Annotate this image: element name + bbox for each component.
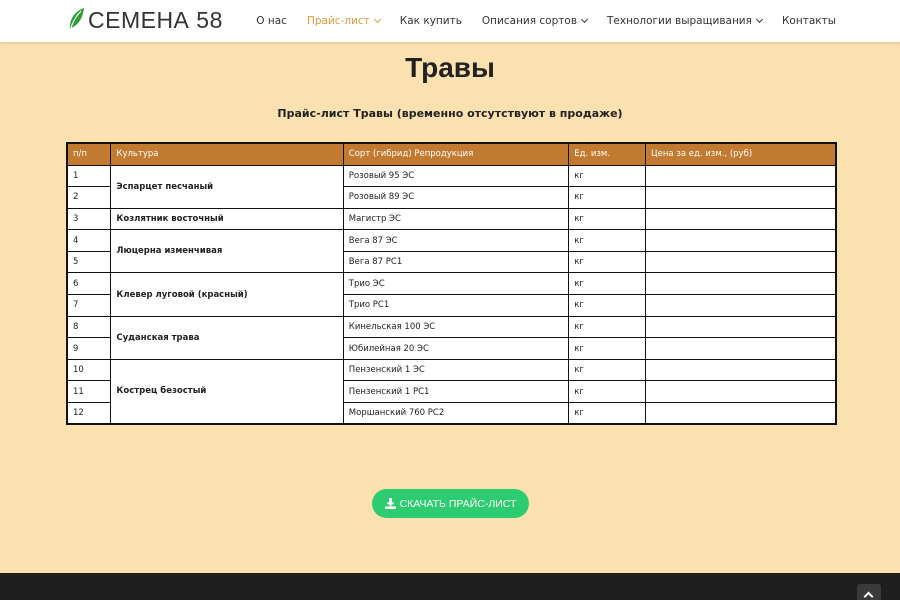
crop-name: Клевер луговой (красный) bbox=[111, 273, 343, 316]
table-row bbox=[67, 165, 836, 187]
row-number: 10 bbox=[67, 359, 111, 381]
price bbox=[646, 187, 836, 209]
header-crop: Культура bbox=[111, 143, 343, 165]
crop-name: Люцерна изменчивая bbox=[111, 230, 343, 273]
site-logo[interactable] bbox=[66, 6, 223, 34]
nav-price-list-label: Прайс-лист bbox=[306, 15, 370, 27]
price bbox=[646, 316, 836, 338]
crop-name: Эспарцет песчаный bbox=[111, 165, 343, 208]
nav-growing-tech-label: Технологии выращивания bbox=[607, 15, 752, 27]
table-row bbox=[67, 230, 836, 252]
row-number: 2 bbox=[67, 187, 111, 209]
nav-growing-tech[interactable] bbox=[607, 15, 762, 27]
main-nav bbox=[236, 0, 836, 42]
unit: кг bbox=[569, 208, 646, 230]
table-row bbox=[67, 359, 836, 381]
nav-how-to-buy[interactable] bbox=[400, 15, 462, 27]
header-price: Цена за ед. изм., (руб) bbox=[646, 143, 836, 165]
scroll-to-top-button[interactable] bbox=[857, 584, 881, 600]
price bbox=[646, 359, 836, 381]
row-number: 11 bbox=[67, 381, 111, 403]
price bbox=[646, 273, 836, 295]
crop-name: Козлятник восточный bbox=[111, 208, 343, 230]
nav-how-to-buy-label: Как купить bbox=[399, 15, 462, 27]
chevron-up-icon bbox=[864, 592, 874, 600]
price-list-subtitle: Прайс-лист Травы (временно отсутствуют в продаже) bbox=[277, 107, 623, 120]
variety: Трио ЭС bbox=[343, 273, 568, 295]
page-title: Травы bbox=[405, 52, 495, 83]
unit: кг bbox=[569, 403, 646, 425]
variety: Пензенский 1 ЭС bbox=[343, 359, 568, 381]
header-variety: Сорт (гибрид) Репродукция bbox=[343, 143, 568, 165]
table-row bbox=[67, 273, 836, 295]
variety: Розовый 95 ЭС bbox=[343, 165, 568, 187]
row-number: 3 bbox=[67, 208, 111, 230]
price bbox=[646, 165, 836, 187]
unit: кг bbox=[569, 381, 646, 403]
price bbox=[646, 230, 836, 252]
price bbox=[646, 251, 836, 273]
nav-variety-descriptions[interactable] bbox=[482, 15, 587, 27]
variety: Магистр ЭС bbox=[343, 208, 568, 230]
crop-name: Кострец безостый bbox=[111, 359, 343, 424]
navbar bbox=[0, 0, 900, 42]
download-label: СКАЧАТЬ ПРАЙС-ЛИСТ bbox=[399, 497, 517, 510]
table-row bbox=[67, 208, 836, 230]
price bbox=[646, 403, 836, 425]
variety: Трио РС1 bbox=[343, 295, 568, 317]
nav-contacts-label: Контакты bbox=[781, 15, 836, 27]
nav-contacts[interactable] bbox=[782, 15, 836, 27]
unit: кг bbox=[569, 230, 646, 252]
row-number: 9 bbox=[67, 338, 111, 360]
header-number: п/п bbox=[67, 143, 111, 165]
nav-price-list[interactable] bbox=[307, 15, 380, 27]
table-row bbox=[67, 316, 836, 338]
price bbox=[646, 381, 836, 403]
brand-name: СЕМЕНА 58 bbox=[88, 6, 223, 33]
unit: кг bbox=[569, 295, 646, 317]
unit: кг bbox=[569, 165, 646, 187]
variety: Кинельская 100 ЭС bbox=[343, 316, 568, 338]
variety: Пензенский 1 РС1 bbox=[343, 381, 568, 403]
price bbox=[646, 295, 836, 317]
variety: Вега 87 РС1 bbox=[343, 251, 568, 273]
unit: кг bbox=[569, 187, 646, 209]
leaf-icon bbox=[66, 7, 86, 33]
row-number: 5 bbox=[67, 251, 111, 273]
header-unit: Ед. изм. bbox=[569, 143, 646, 165]
row-number: 8 bbox=[67, 316, 111, 338]
variety: Юбилейная 20 ЭС bbox=[343, 338, 568, 360]
nav-variety-descriptions-label: Описания сортов bbox=[481, 15, 578, 27]
unit: кг bbox=[569, 273, 646, 295]
chevron-down-icon bbox=[581, 16, 588, 23]
nav-about-label: О нас bbox=[256, 15, 287, 27]
row-number: 6 bbox=[67, 273, 111, 295]
unit: кг bbox=[569, 316, 646, 338]
price bbox=[646, 338, 836, 360]
crop-name: Суданская трава bbox=[111, 316, 343, 359]
price-table bbox=[66, 142, 837, 425]
download-price-list-button[interactable] bbox=[372, 489, 529, 518]
unit: кг bbox=[569, 251, 646, 273]
unit: кг bbox=[569, 359, 646, 381]
row-number: 7 bbox=[67, 295, 111, 317]
download-icon bbox=[385, 498, 396, 509]
row-number: 1 bbox=[67, 165, 111, 187]
variety: Розовый 89 ЭС bbox=[343, 187, 568, 209]
variety: Вега 87 ЭС bbox=[343, 230, 568, 252]
chevron-down-icon bbox=[756, 16, 763, 23]
chevron-down-icon bbox=[374, 16, 381, 23]
price bbox=[646, 208, 836, 230]
footer bbox=[0, 573, 900, 600]
unit: кг bbox=[569, 338, 646, 360]
table-header-row bbox=[67, 143, 836, 165]
variety: Моршанский 760 РС2 bbox=[343, 403, 568, 425]
nav-about[interactable] bbox=[256, 15, 287, 27]
row-number: 4 bbox=[67, 230, 111, 252]
row-number: 12 bbox=[67, 403, 111, 425]
